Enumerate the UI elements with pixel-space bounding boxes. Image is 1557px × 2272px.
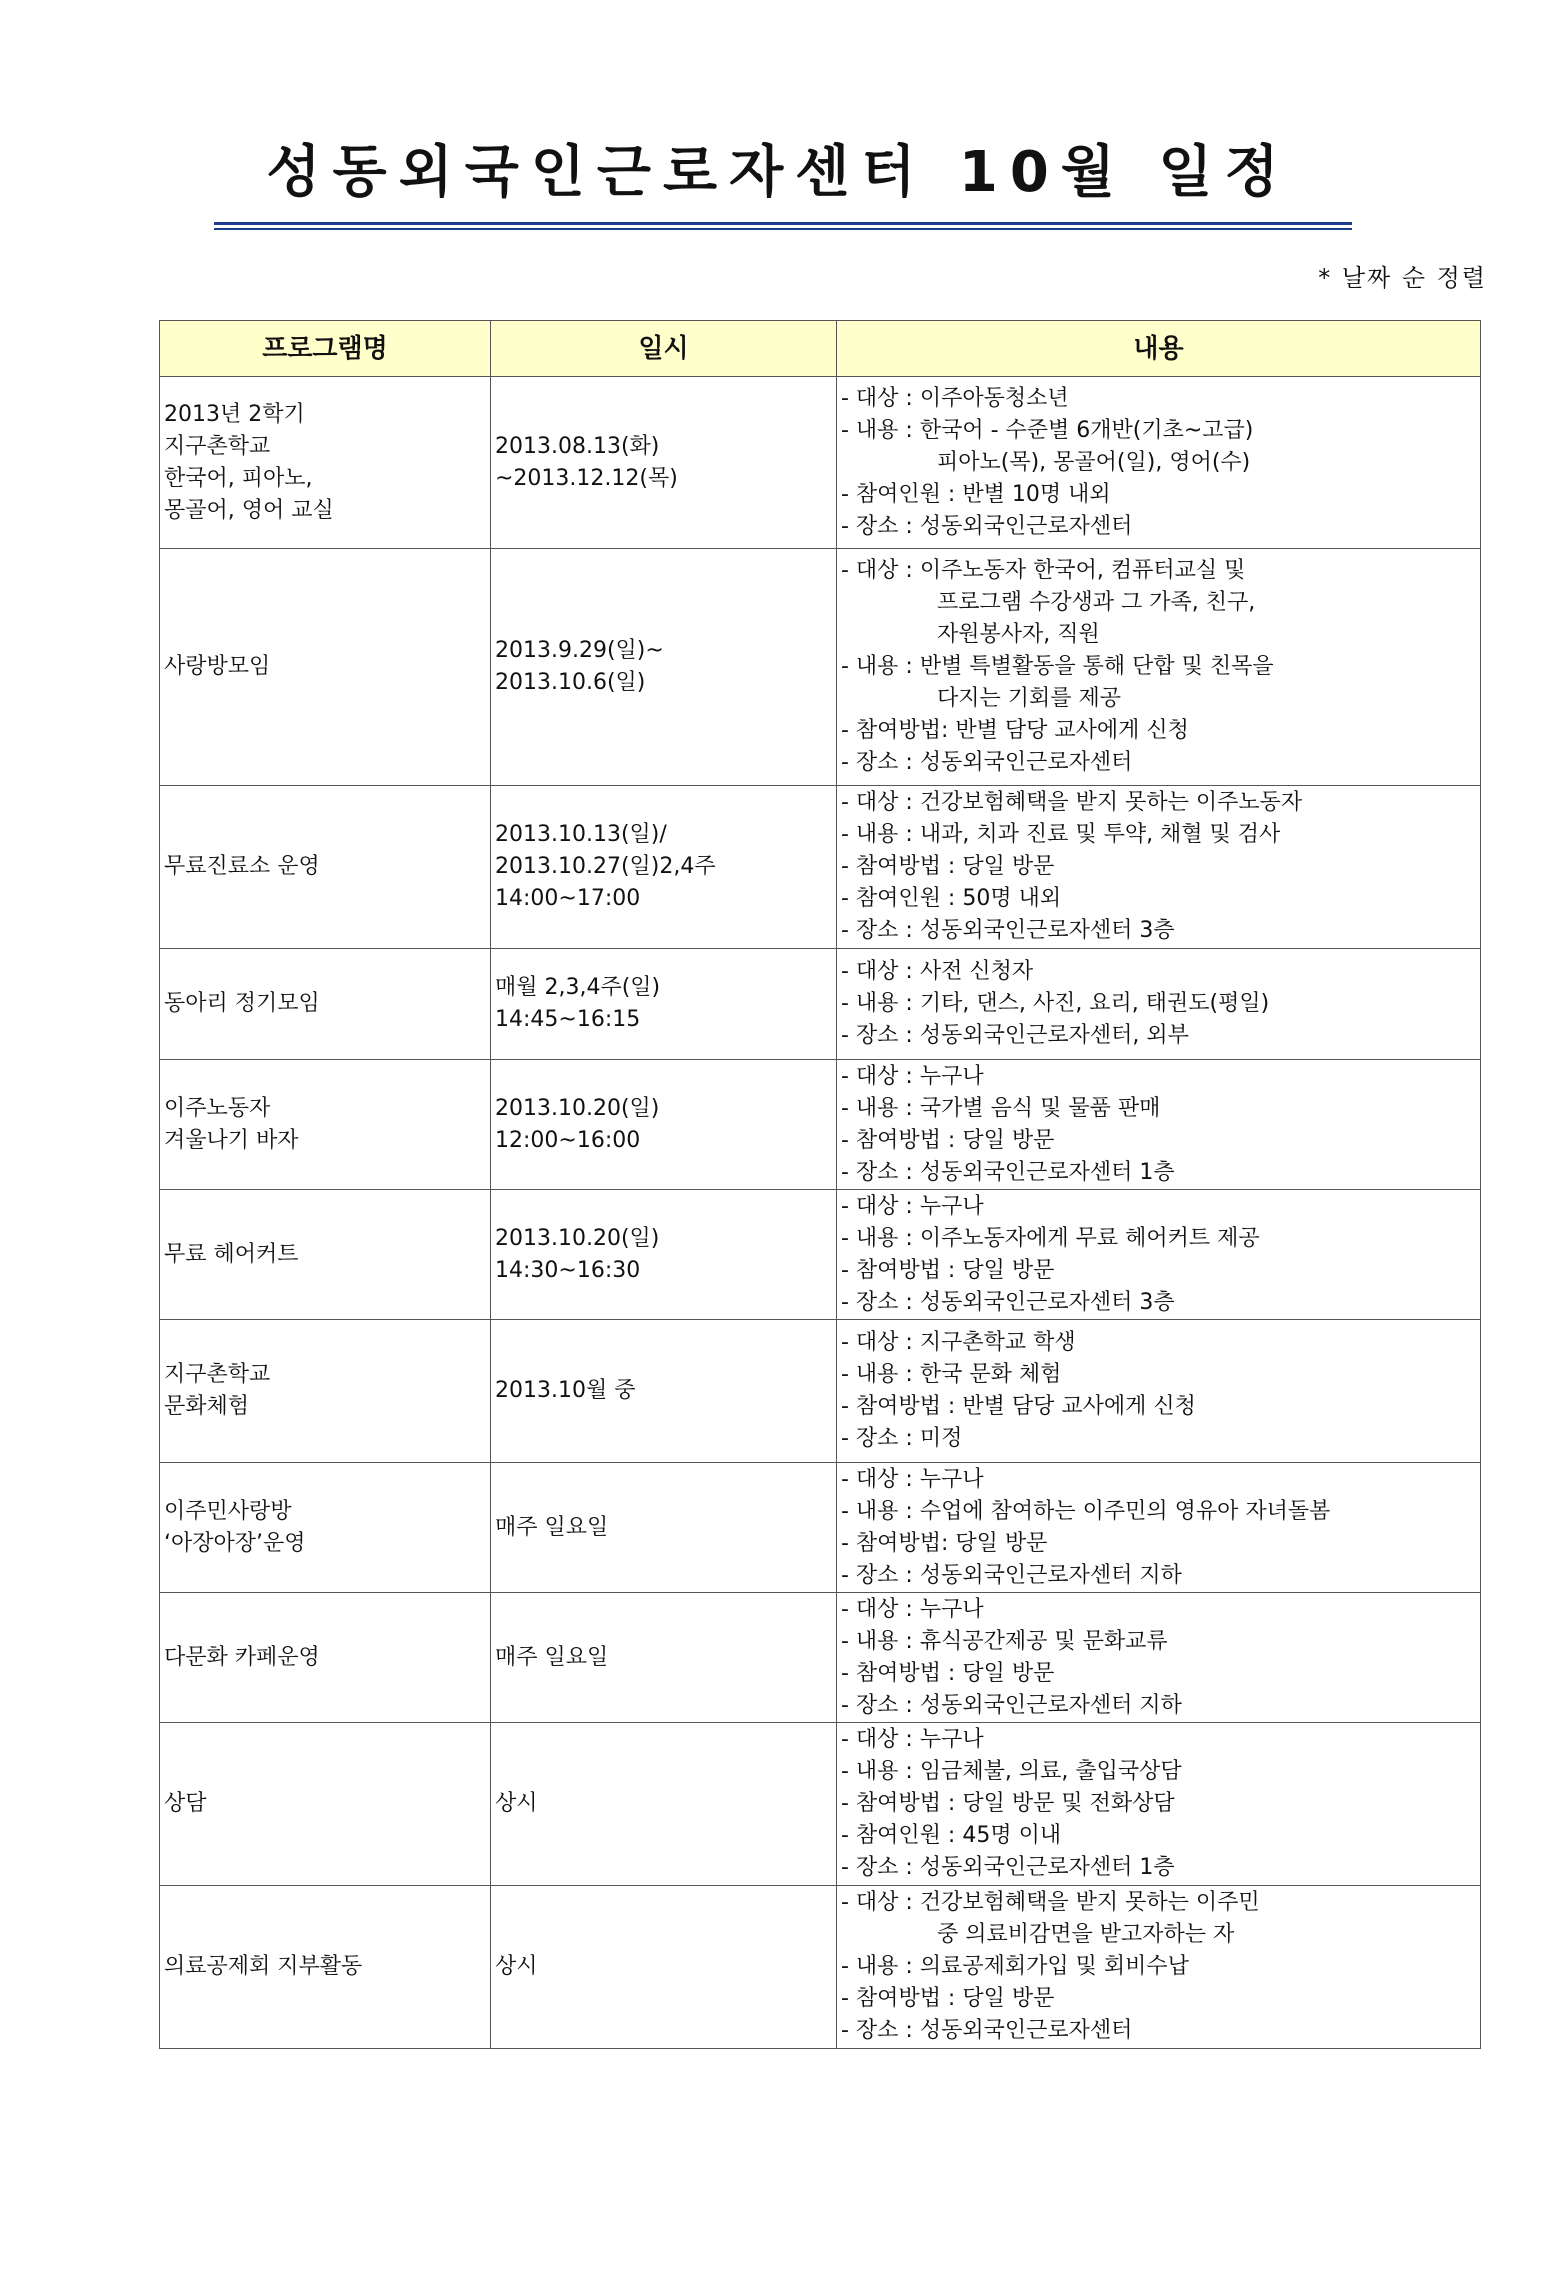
datetime-line: 2013.10.27(일)2,4주 — [495, 854, 716, 879]
content-line: - 참여방법 : 당일 방문 및 전화상담 — [841, 1791, 1175, 1816]
content-line: - 내용 : 내과, 치과 진료 및 투약, 채혈 및 검사 — [841, 822, 1281, 847]
program-line: 사랑방모임 — [164, 654, 271, 679]
content-line: - 장소 : 성동외국인근로자센터, 외부 — [841, 1023, 1189, 1048]
content-cell — [837, 377, 1481, 549]
table-row — [160, 786, 1481, 949]
datetime-line: 2013.10.6(일) — [495, 670, 646, 695]
content-line: - 내용 : 기타, 댄스, 사진, 요리, 태권도(평일) — [841, 991, 1270, 1016]
datetime-line: 상시 — [495, 1791, 538, 1816]
content-line: - 대상 : 이주아동청소년 — [841, 385, 1069, 411]
content-cell — [837, 949, 1481, 1060]
content-line: - 대상 : 누구나 — [841, 1596, 984, 1622]
program-cell — [160, 549, 491, 786]
content-line: - 대상 : 지구촌학교 학생 — [841, 1330, 1076, 1355]
content-line: - 참여인원 : 50명 내외 — [841, 886, 1062, 911]
program-line: 지구촌학교 — [164, 1362, 271, 1387]
table-row — [160, 949, 1481, 1060]
program-line: 상담 — [164, 1791, 207, 1816]
program-cell — [160, 1320, 491, 1463]
content-line: 자원봉사자, 직원 — [937, 622, 1100, 647]
schedule-table — [159, 320, 1481, 2049]
content-line: - 장소 : 성동외국인근로자센터 1층 — [841, 1855, 1175, 1880]
content-line: - 대상 : 건강보험혜택을 받지 못하는 이주노동자 — [841, 790, 1303, 815]
program-line: 지구촌학교 — [164, 433, 271, 459]
program-cell — [160, 1723, 491, 1886]
content-line: - 장소 : 성동외국인근로자센터 지하 — [841, 1692, 1182, 1718]
content-line: - 대상 : 이주노동자 한국어, 컴퓨터교실 및 — [841, 558, 1246, 583]
content-line: - 참여인원 : 45명 이내 — [841, 1823, 1062, 1848]
table-row — [160, 1593, 1481, 1723]
title-underline — [214, 222, 1352, 225]
content-cell — [837, 786, 1481, 949]
program-line: 겨울나기 바자 — [164, 1127, 299, 1153]
content-line: - 내용 : 의료공제회가입 및 회비수납 — [841, 1954, 1189, 1979]
program-line: 몽골어, 영어 교실 — [164, 497, 334, 523]
datetime-cell — [491, 1886, 837, 2049]
datetime-line: 12:00~16:00 — [495, 1127, 641, 1153]
datetime-line: 2013.10.20(일) — [495, 1225, 660, 1251]
datetime-cell — [491, 1723, 837, 1886]
content-line: - 장소 : 성동외국인근로자센터 — [841, 513, 1133, 539]
content-line: - 장소 : 성동외국인근로자센터 3층 — [841, 1289, 1175, 1315]
header-program: 프로그램명 — [160, 321, 491, 377]
content-line: - 참여방법 : 당일 방문 — [841, 1986, 1055, 2011]
program-line: 문화체험 — [164, 1394, 250, 1419]
datetime-line: 2013.10월 중 — [495, 1378, 636, 1403]
program-line: 의료공제회 지부활동 — [164, 1954, 363, 1979]
datetime-cell — [491, 949, 837, 1060]
page-title: 성동외국인근로자센터 10월 일정 — [266, 140, 1291, 205]
content-line: - 내용 : 국가별 음식 및 물품 판매 — [841, 1095, 1161, 1121]
table-row — [160, 1320, 1481, 1463]
content-line: - 내용 : 수업에 참여하는 이주민의 영유아 자녀돌봄 — [841, 1498, 1331, 1524]
program-cell — [160, 377, 491, 549]
content-line: - 대상 : 누구나 — [841, 1193, 984, 1219]
content-line: - 참여방법 : 당일 방문 — [841, 1127, 1055, 1153]
content-cell — [837, 1463, 1481, 1593]
content-line: - 장소 : 성동외국인근로자센터 지하 — [841, 1562, 1182, 1588]
program-line: 무료진료소 운영 — [164, 854, 320, 879]
content-line: - 내용 : 임금체불, 의료, 출입국상담 — [841, 1759, 1182, 1784]
datetime-line: 매주 일요일 — [495, 1514, 609, 1540]
program-cell — [160, 786, 491, 949]
content-line: - 대상 : 누구나 — [841, 1063, 984, 1089]
content-line: - 내용 : 이주노동자에게 무료 헤어커트 제공 — [841, 1225, 1260, 1251]
datetime-line: 2013.10.13(일)/ — [495, 822, 667, 847]
datetime-cell — [491, 1463, 837, 1593]
content-line: 피아노(목), 몽골어(일), 영어(수) — [937, 449, 1251, 475]
program-line: 2013년 2학기 — [164, 401, 305, 427]
content-line: - 대상 : 누구나 — [841, 1727, 984, 1752]
datetime-line: 14:00~17:00 — [495, 886, 641, 911]
datetime-cell — [491, 549, 837, 786]
content-line: - 대상 : 사전 신청자 — [841, 959, 1034, 984]
program-line: 이주민사랑방 — [164, 1498, 292, 1524]
content-line: 중 의료비감면을 받고자하는 자 — [937, 1922, 1235, 1947]
datetime-line: 14:45~16:15 — [495, 1007, 641, 1032]
content-line: - 내용 : 휴식공간제공 및 문화교류 — [841, 1628, 1168, 1654]
content-line: - 장소 : 미정 — [841, 1426, 963, 1451]
datetime-line: 2013.08.13(화) — [495, 433, 660, 459]
content-line: - 내용 : 반별 특별활동을 통해 단합 및 친목을 — [841, 654, 1274, 679]
header-datetime: 일시 — [491, 321, 837, 377]
datetime-line: ~2013.12.12(목) — [495, 465, 678, 491]
program-cell — [160, 1593, 491, 1723]
content-line: - 참여방법 : 당일 방문 — [841, 854, 1055, 879]
program-cell — [160, 1886, 491, 2049]
datetime-cell — [491, 1320, 837, 1463]
content-line: - 참여방법: 반별 담당 교사에게 신청 — [841, 718, 1189, 743]
table-row — [160, 377, 1481, 549]
datetime-cell — [491, 1190, 837, 1320]
datetime-cell — [491, 1060, 837, 1190]
table-row — [160, 1190, 1481, 1320]
content-cell — [837, 1320, 1481, 1463]
content-line: - 장소 : 성동외국인근로자센터 — [841, 750, 1133, 775]
datetime-cell — [491, 786, 837, 949]
datetime-line: 매월 2,3,4주(일) — [495, 975, 661, 1000]
header-row — [160, 321, 1481, 377]
program-line: 이주노동자 — [164, 1095, 271, 1121]
content-line: - 장소 : 성동외국인근로자센터 3층 — [841, 918, 1175, 943]
table-row — [160, 549, 1481, 786]
content-line: - 장소 : 성동외국인근로자센터 — [841, 2018, 1133, 2043]
datetime-line: 2013.9.29(일)~ — [495, 638, 664, 663]
table-row — [160, 1723, 1481, 1886]
title-underline-thin — [214, 228, 1352, 230]
program-cell — [160, 1190, 491, 1320]
content-line: - 장소 : 성동외국인근로자센터 1층 — [841, 1159, 1175, 1185]
content-line: - 참여인원 : 반별 10명 내외 — [841, 481, 1111, 507]
program-line: 동아리 정기모임 — [164, 991, 320, 1016]
content-cell — [837, 549, 1481, 786]
content-line: - 대상 : 누구나 — [841, 1466, 984, 1492]
table-row — [160, 1886, 1481, 2049]
datetime-line: 2013.10.20(일) — [495, 1095, 660, 1121]
datetime-line: 상시 — [495, 1954, 538, 1979]
content-line: - 참여방법 : 당일 방문 — [841, 1660, 1055, 1686]
content-line: - 대상 : 건강보험혜택을 받지 못하는 이주민 — [841, 1890, 1260, 1915]
content-line: - 내용 : 한국어 - 수준별 6개반(기초~고급) — [841, 417, 1254, 443]
content-line: - 참여방법 : 반별 담당 교사에게 신청 — [841, 1394, 1196, 1419]
content-cell — [837, 1723, 1481, 1886]
content-cell — [837, 1190, 1481, 1320]
content-cell — [837, 1593, 1481, 1723]
content-cell — [837, 1060, 1481, 1190]
datetime-line: 매주 일요일 — [495, 1644, 609, 1670]
datetime-cell — [491, 1593, 837, 1723]
program-line: 무료 헤어커트 — [164, 1241, 299, 1267]
content-line: - 참여방법: 당일 방문 — [841, 1530, 1048, 1556]
content-line: 프로그램 수강생과 그 가족, 친구, — [937, 590, 1256, 615]
program-cell — [160, 949, 491, 1060]
program-line: ‘아장아장’운영 — [164, 1530, 306, 1556]
content-cell — [837, 1886, 1481, 2049]
table-row — [160, 1463, 1481, 1593]
content-line: - 참여방법 : 당일 방문 — [841, 1257, 1055, 1283]
program-line: 한국어, 피아노, — [164, 465, 313, 491]
header-content: 내용 — [837, 321, 1481, 377]
program-cell — [160, 1060, 491, 1190]
datetime-line: 14:30~16:30 — [495, 1257, 641, 1283]
content-line: - 내용 : 한국 문화 체험 — [841, 1362, 1062, 1387]
table-row — [160, 1060, 1481, 1190]
content-line: 다지는 기회를 제공 — [937, 686, 1122, 711]
sort-note: * 날짜 순 정렬 — [1318, 264, 1487, 292]
datetime-cell — [491, 377, 837, 549]
program-line: 다문화 카페운영 — [164, 1644, 320, 1670]
program-cell — [160, 1463, 491, 1593]
